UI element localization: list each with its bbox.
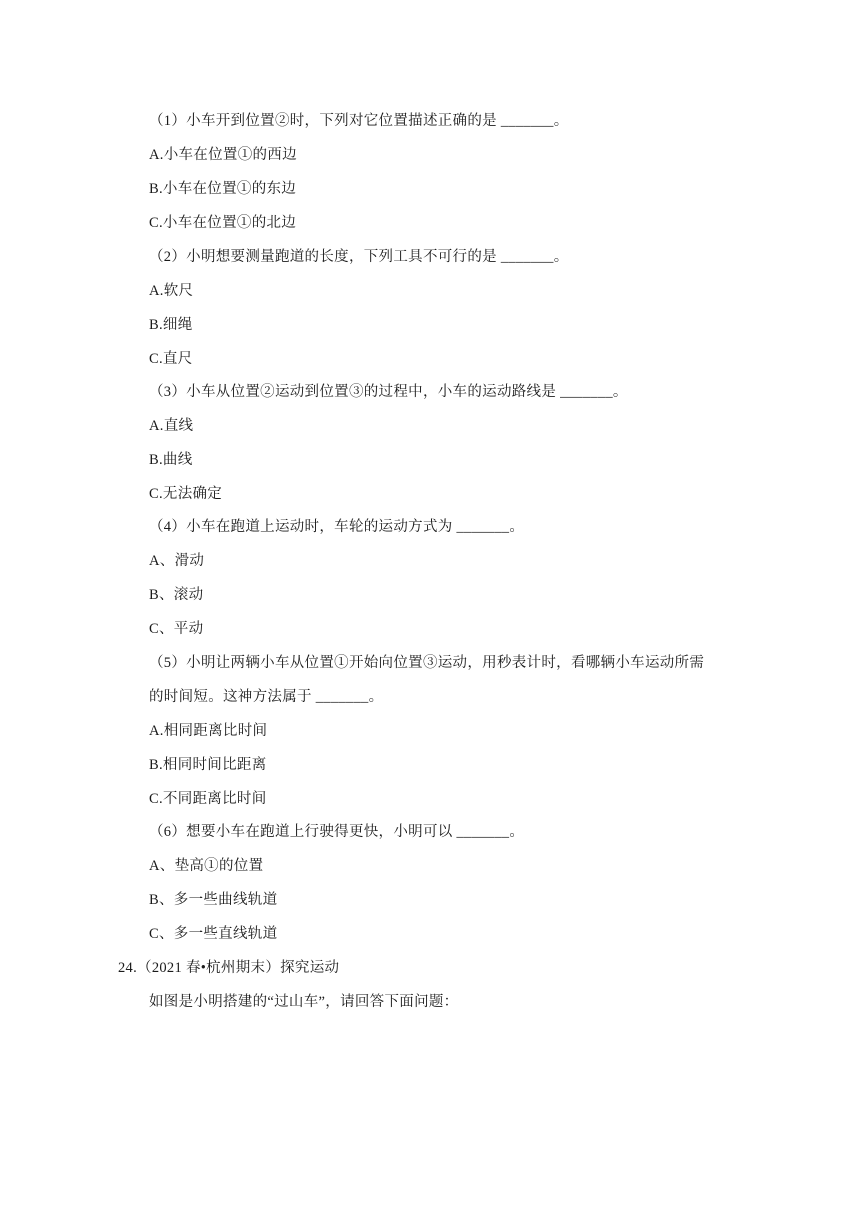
question-6-option-a: A、垫高①的位置 [149,858,264,874]
question-4-option-a: A、滑动 [149,553,205,569]
question-24-heading: 24.（2021 春•杭州期末）探究运动 [118,960,340,976]
question-5-option-b: B.相同时间比距离 [149,757,267,773]
question-2-stem: （2）小明想要测量跑道的长度，下列工具不可行的是 _______。 [149,249,569,265]
question-5-stem-continued: 的时间短。这神方法属于 _______。 [149,689,384,705]
question-6-stem: （6）想要小车在跑道上行驶得更快，小明可以 _______。 [149,824,525,840]
question-4-stem: （4）小车在跑道上运动时，车轮的运动方式为 _______。 [149,519,525,535]
question-1-stem: （1）小车开到位置②时，下列对它位置描述正确的是 _______。 [149,113,569,129]
question-5-option-a: A.相同距离比时间 [149,723,268,739]
question-4-option-c: C、平动 [149,621,204,637]
question-1-option-a: A.小车在位置①的西边 [149,147,297,163]
question-5-stem: （5）小明让两辆小车从位置①开始向位置③运动，用秒表计时，看哪辆小车运动所需 [149,655,705,671]
question-3-option-a: A.直线 [149,418,194,434]
question-1-option-c: C.小车在位置①的北边 [149,215,297,231]
question-2-option-a: A.软尺 [149,283,194,299]
question-6-option-b: B、多一些曲线轨道 [149,892,278,908]
question-4-option-b: B、滚动 [149,587,204,603]
question-5-option-c: C.不同距离比时间 [149,791,267,807]
question-3-option-b: B.曲线 [149,452,193,468]
question-6-option-c: C、多一些直线轨道 [149,926,278,942]
question-3-option-c: C.无法确定 [149,486,223,502]
question-3-stem: （3）小车从位置②运动到位置③的过程中，小车的运动路线是 _______。 [149,384,628,400]
question-2-option-b: B.细绳 [149,317,193,333]
question-1-option-b: B.小车在位置①的东边 [149,181,297,197]
question-2-option-c: C.直尺 [149,351,193,367]
question-24-intro: 如图是小明搭建的“过山车”，请回答下面问题： [149,994,459,1010]
